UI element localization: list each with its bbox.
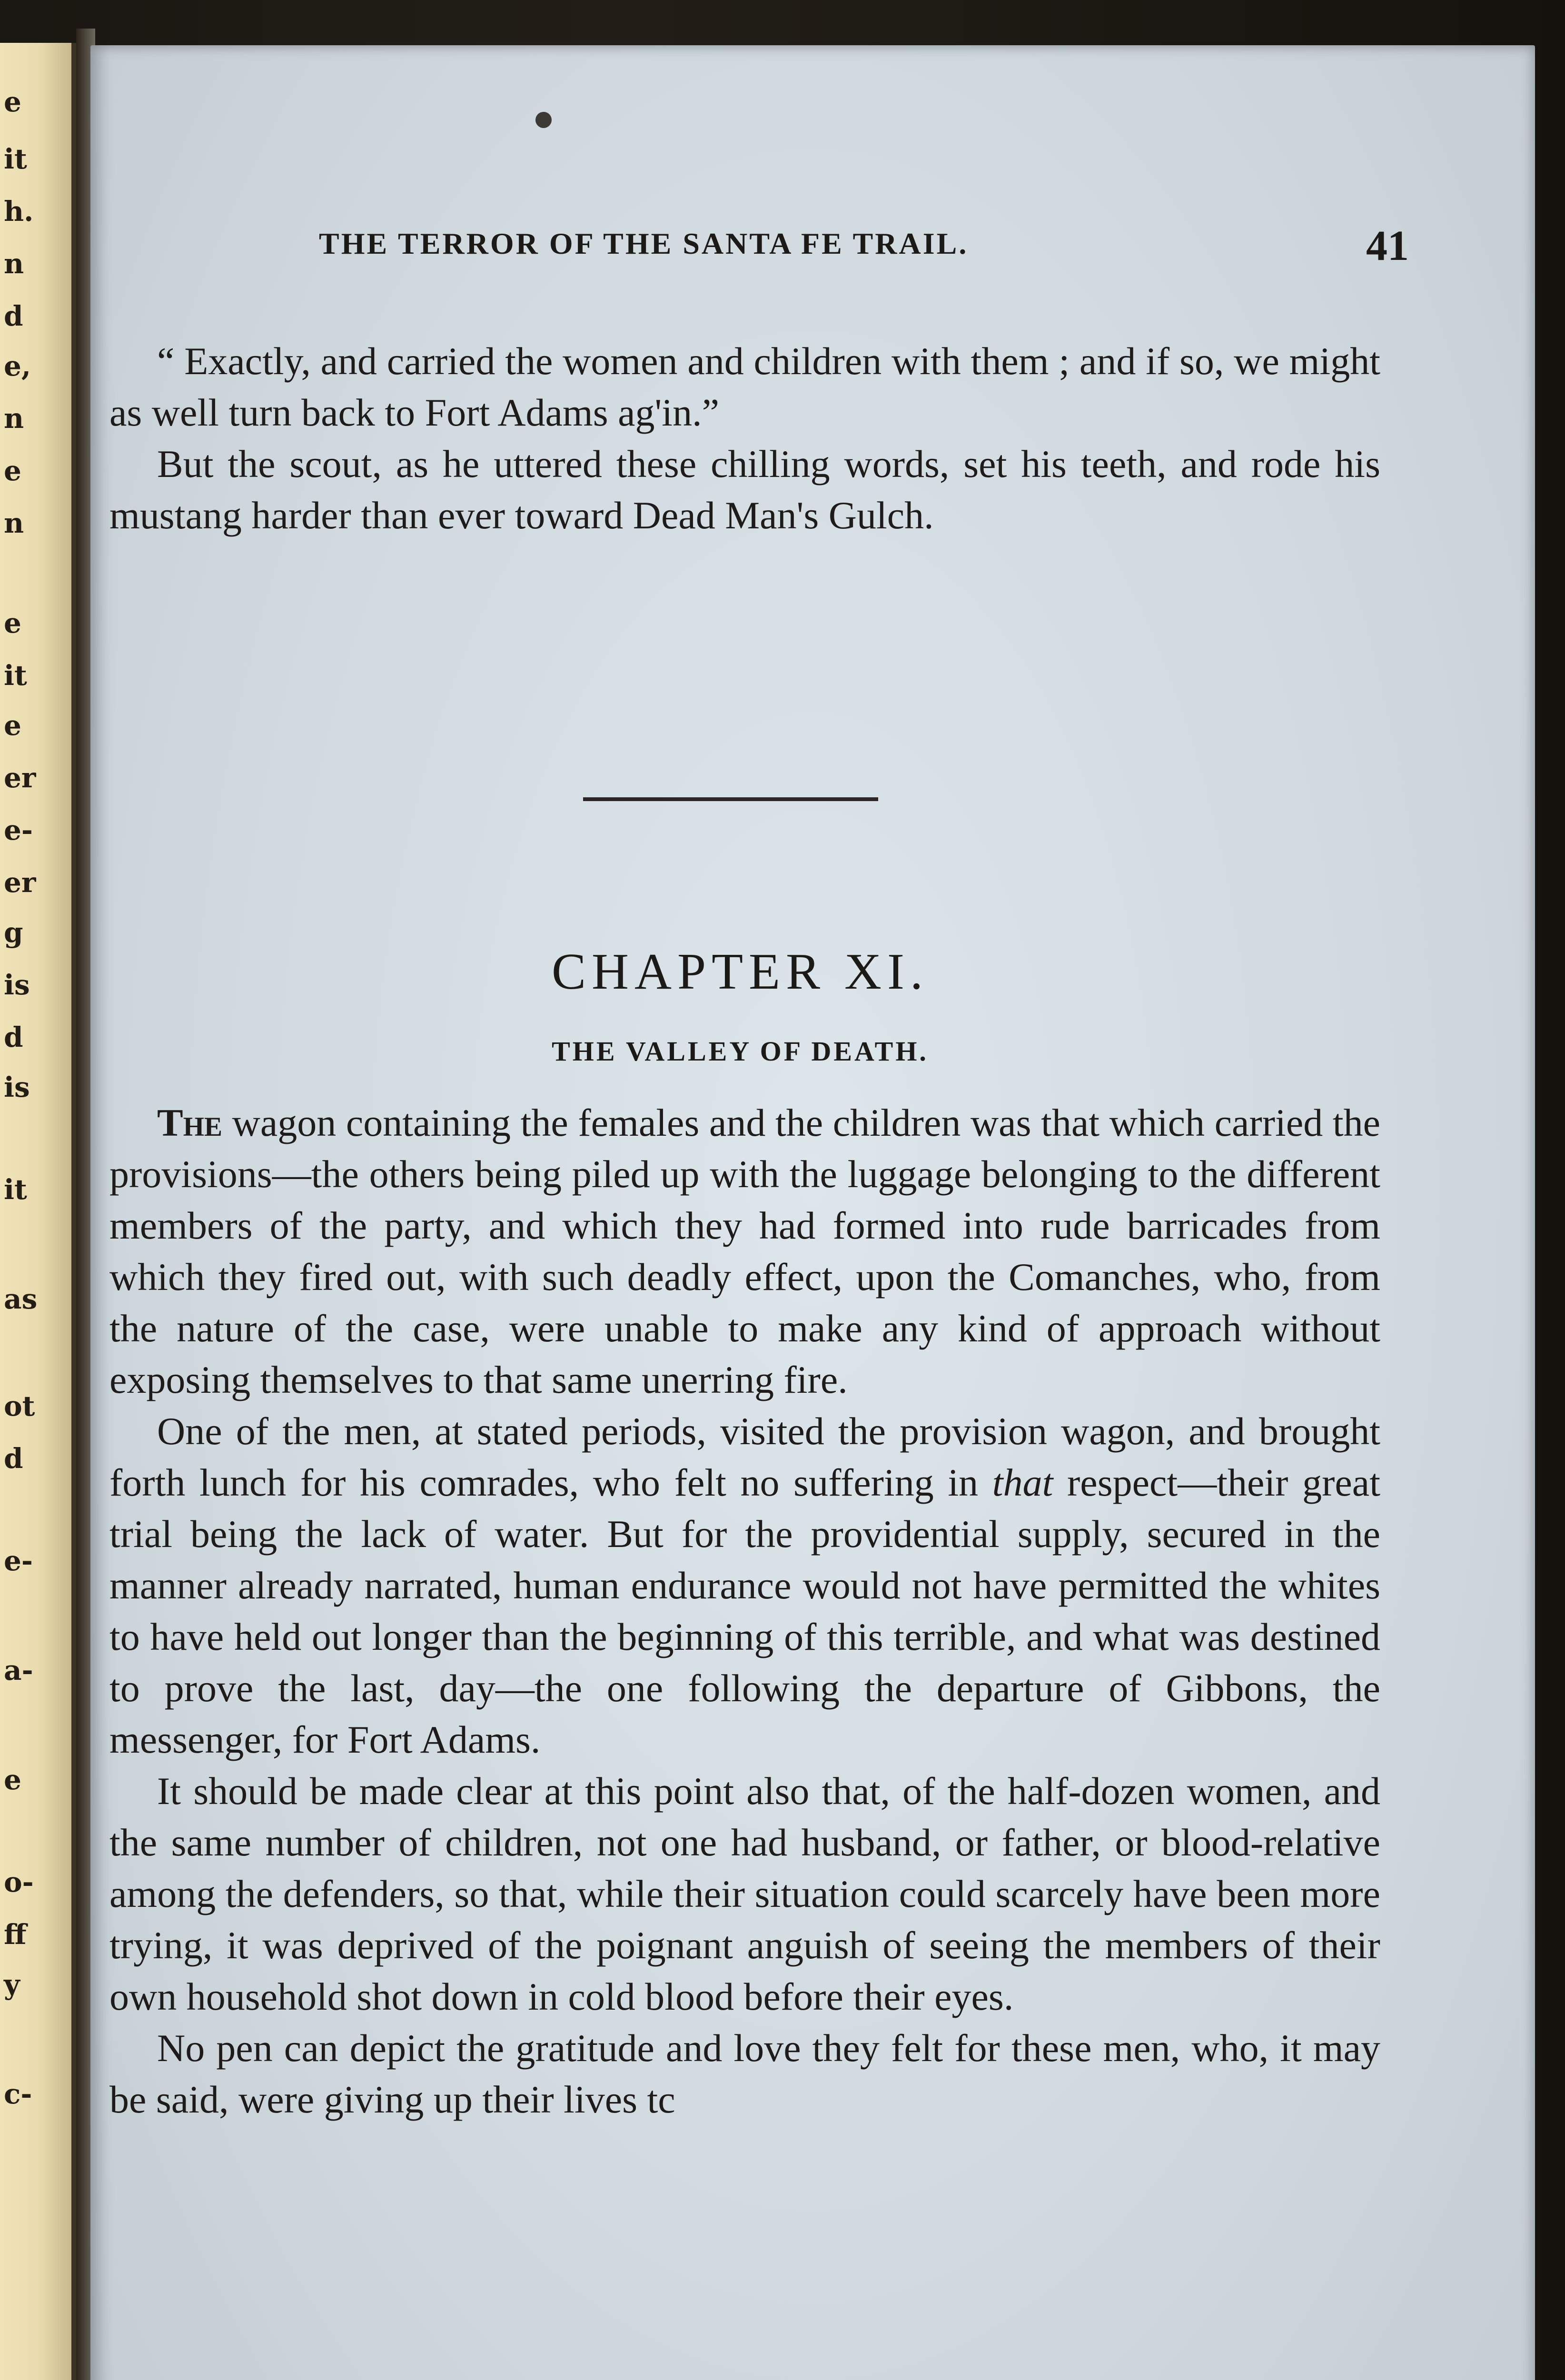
facing-page-fragment: y xyxy=(4,1968,20,2001)
paragraph-text: One of the men, at stated periods, visited the provision wagon, and brought forth lunch for his comrades, who felt no suffering in xyxy=(109,1409,1380,1504)
facing-page-fragment: e xyxy=(4,607,21,639)
paragraph xyxy=(109,1097,1380,1406)
facing-page-fragment: e- xyxy=(4,814,33,846)
book-page xyxy=(90,45,1535,2380)
facing-page-fragment: it xyxy=(4,143,27,175)
opening-text xyxy=(109,336,1380,541)
paragraph: It should be made clear at this point also that, of the half-dozen women, and the same number of children, not one had husband, or father, or blood-relative among the defenders, so that, while their situation could scarcely have been more trying, it was deprived of the poignant anguish of seeing the members of their own household shot down in cold blood before their eyes. xyxy=(109,1769,1380,2018)
facing-page-fragment: c- xyxy=(4,2078,32,2110)
facing-page-fragment: g xyxy=(4,916,23,949)
facing-page-fragment: e xyxy=(4,455,21,487)
facing-page-fragment: is xyxy=(4,969,30,1001)
paragraph xyxy=(109,1406,1380,1765)
paragraph-text: respect—their great trial being the lack of water. But for the providential supply, secured in the manner already narrated, human endurance would not have permitted the whites to have held out longer than the beginning of this terrible, and what was destined to prove the last, day—the one following the departure of Gibbons, the messenger, for Fort Adams. xyxy=(109,1461,1380,1761)
chapter-heading: CHAPTER XI. xyxy=(551,943,929,1000)
facing-page-fragment: e, xyxy=(4,350,31,382)
facing-page-fragment: it xyxy=(4,1173,27,1206)
facing-page-fragment: n xyxy=(4,507,24,539)
facing-page-fragment: d xyxy=(4,300,23,332)
emphasis: that xyxy=(992,1461,1053,1504)
facing-page-fragment: d xyxy=(4,1021,23,1053)
facing-page-edge xyxy=(0,43,76,2380)
facing-page-fragment: er xyxy=(4,866,36,899)
facing-page-fragment: er xyxy=(4,762,36,794)
facing-page-fragment: e xyxy=(4,86,21,118)
section-rule xyxy=(583,797,878,801)
paragraph: But the scout, as he uttered these chilling words, set his teeth, and rode his mustang harder than ever toward Dead Man's Gulch. xyxy=(109,442,1380,537)
paragraph: “ Exactly, and carried the women and children with them ; and if so, we might as well turn back to Fort Adams ag'in.” xyxy=(109,339,1380,434)
chapter-body xyxy=(109,1097,1380,2125)
facing-page-fragment: o- xyxy=(4,1866,34,1898)
facing-page-fragment: n xyxy=(4,248,24,280)
facing-page-fragment: is xyxy=(4,1071,30,1103)
facing-page-fragment: it xyxy=(4,659,27,692)
facing-page-fragment: e xyxy=(4,1764,21,1796)
facing-page-fragment: d xyxy=(4,1442,23,1475)
running-head xyxy=(319,222,1409,283)
chapter-subtitle: THE VALLEY OF DEATH. xyxy=(552,1036,929,1067)
facing-page-fragment: a- xyxy=(4,1654,33,1686)
lead-word: The xyxy=(157,1101,223,1144)
page-number: 41 xyxy=(1366,222,1409,269)
paragraph: No pen can depict the gratitude and love they felt for these men, who, it may be said, were giving up their lives tc xyxy=(109,2026,1380,2121)
facing-page-fragment: h. xyxy=(4,195,34,228)
running-head-title: THE TERROR OF THE SANTA FE TRAIL. xyxy=(319,227,969,260)
facing-page-fragment: n xyxy=(4,402,24,435)
facing-page-fragment: ff xyxy=(4,1918,27,1951)
facing-page-fragment: e- xyxy=(4,1545,33,1577)
facing-page-fragment: e xyxy=(4,709,21,742)
facing-page-fragment: as xyxy=(4,1283,38,1315)
paper-blemish xyxy=(535,112,552,128)
facing-page-fragment: ot xyxy=(4,1390,35,1422)
paragraph-text: wagon containing the females and the children was that which carried the provisions—the others being piled up with the luggage belonging to the different members of the party, and which they had formed into rude barricades from which they fired out, with such deadly effect, upon the Comanches, who, from the nature of the case, were unable to make any kind of approach without exposing themselves to that same unerring fire. xyxy=(109,1101,1380,1401)
